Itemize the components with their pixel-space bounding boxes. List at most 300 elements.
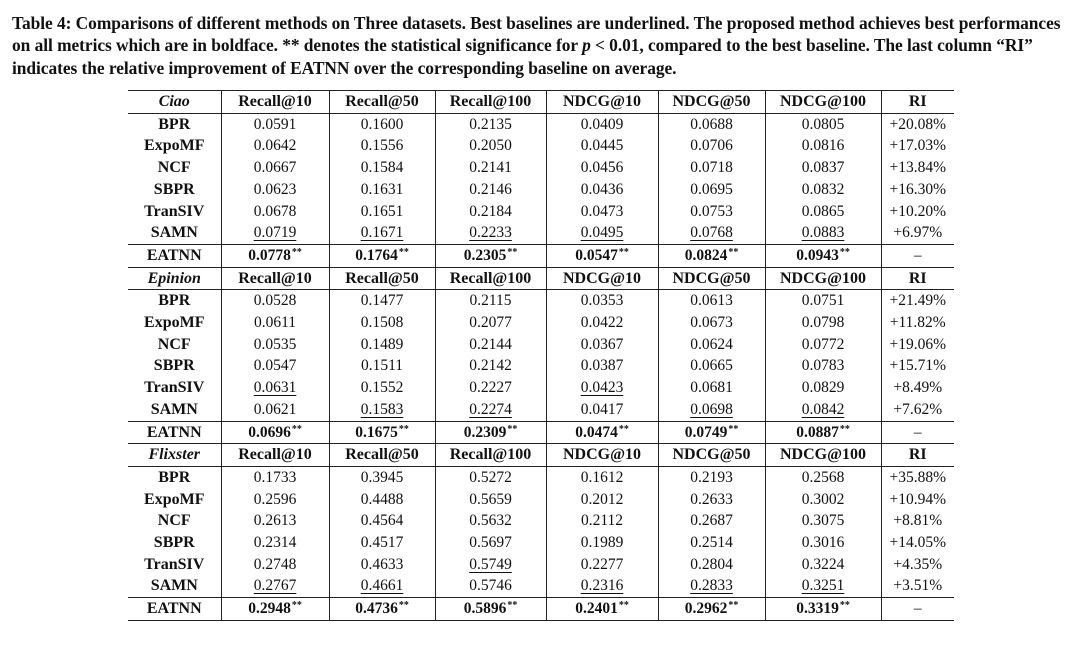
value-cell: [329, 290, 435, 312]
metric-value: 0.0665: [690, 357, 733, 375]
metric-value: 0.0623: [253, 180, 297, 198]
header-row: [128, 444, 954, 467]
value-cell: [658, 201, 765, 223]
value-cell: [546, 466, 658, 488]
relative-improvement: +4.35%: [893, 555, 943, 573]
value-cell: [658, 554, 765, 576]
value-cell: [765, 355, 881, 377]
column-header: Recall@10: [221, 91, 329, 114]
metric-value: 0.0805: [801, 115, 845, 133]
best-value-cell: [765, 244, 881, 267]
metric-value: 0.2077: [469, 314, 512, 332]
metric-value: 0.5746: [469, 577, 512, 595]
method-name: SBPR: [128, 532, 221, 554]
metric-value: 0.2012: [580, 490, 624, 508]
metric-value: 0.0751: [801, 292, 845, 310]
caption-label: Table 4:: [12, 13, 72, 33]
caption-p-variable: p: [582, 35, 591, 56]
value-cell: [658, 113, 765, 135]
metric-value: 0.2962: [684, 600, 728, 618]
metric-value: 0.0695: [690, 180, 733, 198]
value-cell: [658, 399, 765, 421]
table-row: [128, 575, 954, 597]
value-cell: [329, 554, 435, 576]
metric-value: 0.0865: [801, 202, 845, 220]
significance-mark: **: [618, 246, 629, 258]
value-cell: [546, 179, 658, 201]
metric-value: 0.0824: [684, 246, 728, 264]
relative-improvement: +6.97%: [893, 224, 943, 242]
relative-improvement: +21.49%: [881, 290, 954, 312]
method-name: SAMN: [128, 575, 221, 597]
value-cell: [221, 355, 329, 377]
significance-mark: **: [728, 246, 739, 258]
metric-value: 0.2309: [463, 423, 507, 441]
relative-improvement: +13.84%: [889, 159, 947, 177]
value-cell: [435, 135, 546, 157]
relative-improvement: +8.49%: [893, 379, 943, 397]
metric-value: 0.0667: [253, 159, 297, 177]
metric-value: 0.0673: [690, 314, 733, 332]
metric-value: 0.2568: [801, 468, 845, 486]
value-cell: [765, 222, 881, 244]
significance-mark: **: [398, 246, 409, 258]
relative-improvement: +8.81%: [893, 512, 943, 530]
column-header: RI: [881, 444, 954, 467]
metric-value: 0.2135: [469, 115, 512, 133]
method-name: NCF: [128, 510, 221, 532]
method-name: SBPR: [128, 355, 221, 377]
column-header: Recall@50: [329, 444, 435, 467]
value-cell: [546, 575, 658, 597]
value-cell: [435, 334, 546, 356]
best-baseline-value: 0.5749: [469, 555, 512, 573]
column-header: Recall@100: [435, 267, 546, 290]
value-cell: [765, 377, 881, 399]
relative-improvement: +3.51%: [893, 577, 943, 595]
metric-value: 0.2227: [469, 379, 512, 397]
best-value-cell: [221, 598, 329, 621]
best-baseline-value: 0.2316: [580, 577, 624, 595]
column-header: RI: [881, 267, 954, 290]
best-value-cell: [546, 244, 658, 267]
value-cell: [221, 312, 329, 334]
best-baseline-value: 0.0842: [801, 400, 845, 418]
value-cell: [221, 532, 329, 554]
value-cell: [546, 113, 658, 135]
significance-mark: **: [291, 246, 302, 258]
table-row: [128, 157, 954, 179]
best-baseline-value: 0.4661: [360, 577, 404, 595]
value-cell: [221, 377, 329, 399]
column-header: Recall@100: [435, 91, 546, 114]
value-cell: [329, 179, 435, 201]
relative-improvement: +17.03%: [889, 137, 947, 155]
metric-value: 0.0367: [580, 335, 624, 353]
method-name: EATNN: [128, 244, 221, 267]
column-header: Recall@100: [435, 444, 546, 467]
metric-value: 0.0613: [690, 292, 733, 310]
value-cell: [546, 554, 658, 576]
metric-value: 0.1989: [580, 534, 624, 552]
metric-value: 0.0696: [248, 423, 291, 441]
metric-value: 0.0417: [580, 400, 624, 418]
metric-value: 0.0387: [580, 357, 624, 375]
metric-value: 0.2193: [690, 468, 733, 486]
metric-value: 0.0353: [580, 292, 624, 310]
metric-value: 0.5632: [469, 512, 512, 530]
metric-value: 0.0816: [801, 137, 845, 155]
metric-value: 0.0591: [253, 115, 297, 133]
metric-value: 0.3319: [796, 600, 839, 618]
method-name: SAMN: [128, 222, 221, 244]
value-cell: [435, 113, 546, 135]
best-value-cell: [329, 598, 435, 621]
significance-mark: **: [507, 600, 518, 612]
best-method-row: [128, 598, 954, 621]
metric-value: 0.0688: [690, 115, 733, 133]
value-cell: [435, 377, 546, 399]
value-cell: [329, 466, 435, 488]
significance-mark: **: [398, 423, 409, 435]
best-baseline-value: 0.3251: [801, 577, 845, 595]
value-cell: [765, 532, 881, 554]
metric-value: 0.3224: [801, 555, 845, 573]
metric-value: 0.0473: [580, 202, 624, 220]
metric-value: 0.0753: [690, 202, 733, 220]
best-baseline-value: 0.0631: [253, 379, 297, 397]
metric-value: 0.4736: [355, 600, 398, 618]
best-value-cell: [435, 598, 546, 621]
method-name: BPR: [128, 113, 221, 135]
value-cell: [658, 510, 765, 532]
metric-value: 0.0456: [580, 159, 624, 177]
metric-value: 0.0943: [796, 246, 839, 264]
best-method-row: [128, 244, 954, 267]
metric-value: 0.1631: [360, 180, 404, 198]
metric-value: 0.2633: [690, 490, 733, 508]
value-cell: [546, 510, 658, 532]
metric-value: 0.4517: [360, 534, 404, 552]
metric-value: 0.2277: [580, 555, 624, 573]
metric-value: 0.0547: [253, 357, 297, 375]
metric-value: 0.2305: [463, 246, 507, 264]
value-cell: [546, 312, 658, 334]
value-cell: [546, 334, 658, 356]
metric-value: 0.4564: [360, 512, 404, 530]
method-name: TranSIV: [128, 554, 221, 576]
value-cell: [546, 355, 658, 377]
value-cell: [329, 575, 435, 597]
metric-value: 0.1651: [360, 202, 404, 220]
best-value-cell: [765, 598, 881, 621]
metric-value: 0.2948: [248, 600, 291, 618]
relative-improvement: +10.94%: [889, 490, 947, 508]
best-baseline-value: 0.0495: [580, 224, 624, 242]
metric-value: 0.0642: [253, 137, 297, 155]
best-value-cell: [435, 244, 546, 267]
column-header: RI: [881, 91, 954, 114]
best-method-row: [128, 421, 954, 444]
metric-value: 0.3002: [801, 490, 845, 508]
table-row: [128, 466, 954, 488]
metric-value: 0.1584: [360, 159, 404, 177]
metric-value: 0.1511: [360, 357, 404, 375]
significance-mark: **: [728, 423, 739, 435]
method-name: ExpoMF: [128, 135, 221, 157]
value-cell: [329, 113, 435, 135]
relative-improvement: +35.88%: [881, 466, 954, 488]
value-cell: [221, 334, 329, 356]
metric-value: 0.0829: [801, 379, 845, 397]
value-cell: [658, 466, 765, 488]
metric-value: 0.2613: [253, 512, 297, 530]
metric-value: 0.5896: [463, 600, 507, 618]
column-header: NDCG@10: [546, 267, 658, 290]
value-cell: [658, 135, 765, 157]
metric-value: 0.0474: [575, 423, 618, 441]
value-cell: [329, 334, 435, 356]
caption-text-a: Comparisons of different methods on Three datasets. Best baselines are underlined. The proposed method achieves best performances on all metrics which are in boldface. ** denotes the statistical significance for: [12, 13, 1061, 56]
metric-value: 0.4633: [360, 555, 404, 573]
metric-value: 0.2687: [690, 512, 733, 530]
value-cell: [221, 575, 329, 597]
relative-improvement: –: [881, 421, 954, 444]
column-header: NDCG@100: [765, 91, 881, 114]
value-cell: [329, 355, 435, 377]
results-table: [128, 90, 954, 621]
value-cell: [435, 575, 546, 597]
value-cell: [221, 290, 329, 312]
metric-value: 0.0681: [690, 379, 733, 397]
relative-improvement: +19.06%: [889, 335, 947, 353]
significance-mark: **: [839, 423, 850, 435]
significance-mark: **: [618, 600, 629, 612]
value-cell: [658, 334, 765, 356]
value-cell: [329, 377, 435, 399]
value-cell: [765, 113, 881, 135]
column-header: NDCG@100: [765, 267, 881, 290]
metric-value: 0.3016: [801, 534, 845, 552]
best-value-cell: [765, 421, 881, 444]
value-cell: [546, 135, 658, 157]
value-cell: [658, 575, 765, 597]
metric-value: 0.2146: [469, 180, 512, 198]
value-cell: [658, 377, 765, 399]
best-value-cell: [221, 421, 329, 444]
table-row: [128, 222, 954, 244]
value-cell: [546, 377, 658, 399]
relative-improvement: +14.05%: [889, 534, 947, 552]
value-cell: [658, 222, 765, 244]
column-header: NDCG@50: [658, 267, 765, 290]
metric-value: 0.0832: [801, 180, 845, 198]
value-cell: [329, 135, 435, 157]
metric-value: 0.2401: [575, 600, 618, 618]
metric-value: 0.0409: [580, 115, 624, 133]
metric-value: 0.0547: [575, 246, 618, 264]
metric-value: 0.0535: [253, 335, 297, 353]
header-row: [128, 91, 954, 114]
value-cell: [435, 466, 546, 488]
value-cell: [435, 554, 546, 576]
value-cell: [435, 312, 546, 334]
table-row: [128, 399, 954, 421]
metric-value: 0.0837: [801, 159, 845, 177]
significance-mark: **: [507, 246, 518, 258]
value-cell: [221, 466, 329, 488]
metric-value: 0.0678: [253, 202, 297, 220]
best-baseline-value: 0.2833: [690, 577, 733, 595]
value-cell: [329, 489, 435, 511]
method-name: BPR: [128, 466, 221, 488]
value-cell: [329, 157, 435, 179]
best-value-cell: [658, 421, 765, 444]
metric-value: 0.0772: [801, 335, 845, 353]
significance-mark: **: [291, 423, 302, 435]
value-cell: [658, 290, 765, 312]
value-cell: [435, 157, 546, 179]
significance-mark: **: [398, 600, 409, 612]
metric-value: 0.0887: [796, 423, 839, 441]
table-row: [128, 355, 954, 377]
relative-improvement: +15.71%: [889, 357, 947, 375]
value-cell: [435, 201, 546, 223]
table-caption: [12, 12, 1070, 79]
value-cell: [658, 312, 765, 334]
metric-value: 0.2748: [253, 555, 297, 573]
best-baseline-value: 0.2274: [469, 400, 512, 418]
metric-value: 0.1477: [360, 292, 404, 310]
table-row: [128, 554, 954, 576]
metric-value: 0.3075: [801, 512, 845, 530]
value-cell: [221, 489, 329, 511]
significance-mark: **: [839, 246, 850, 258]
metric-value: 0.1612: [580, 468, 624, 486]
best-value-cell: [435, 421, 546, 444]
best-baseline-value: 0.1671: [360, 224, 404, 242]
relative-improvement: +7.62%: [893, 400, 943, 418]
value-cell: [221, 113, 329, 135]
method-name: EATNN: [128, 598, 221, 621]
value-cell: [658, 355, 765, 377]
value-cell: [221, 554, 329, 576]
table-row: [128, 489, 954, 511]
relative-improvement: –: [881, 244, 954, 267]
table-row: [128, 510, 954, 532]
value-cell: [546, 157, 658, 179]
metric-value: 0.1733: [253, 468, 297, 486]
value-cell: [546, 290, 658, 312]
caption-text-b: < 0.01, compared to the best baseline. The last column “RI” indicates the relative improvement of EATNN over the corresponding baseline on average.: [12, 35, 1033, 78]
value-cell: [658, 179, 765, 201]
value-cell: [221, 135, 329, 157]
value-cell: [435, 532, 546, 554]
dataset-name: Flixster: [128, 444, 221, 467]
results-table-body: [128, 91, 954, 621]
metric-value: 0.1764: [355, 246, 398, 264]
metric-value: 0.0422: [580, 314, 624, 332]
metric-value: 0.0718: [690, 159, 733, 177]
metric-value: 0.2115: [469, 292, 512, 310]
metric-value: 0.5659: [469, 490, 512, 508]
method-name: ExpoMF: [128, 312, 221, 334]
value-cell: [765, 290, 881, 312]
metric-value: 0.0624: [690, 335, 733, 353]
metric-value: 0.0706: [690, 137, 733, 155]
value-cell: [658, 489, 765, 511]
value-cell: [765, 489, 881, 511]
metric-value: 0.2314: [253, 534, 297, 552]
column-header: Recall@10: [221, 444, 329, 467]
significance-mark: **: [507, 423, 518, 435]
significance-mark: **: [618, 423, 629, 435]
method-name: TranSIV: [128, 201, 221, 223]
value-cell: [221, 201, 329, 223]
metric-value: 0.2596: [253, 490, 297, 508]
metric-value: 0.2184: [469, 202, 512, 220]
table-row: [128, 377, 954, 399]
best-baseline-value: 0.2233: [469, 224, 512, 242]
method-name: TranSIV: [128, 377, 221, 399]
value-cell: [329, 532, 435, 554]
value-cell: [329, 222, 435, 244]
value-cell: [765, 179, 881, 201]
value-cell: [329, 399, 435, 421]
best-value-cell: [546, 421, 658, 444]
value-cell: [221, 157, 329, 179]
metric-value: 0.5697: [469, 534, 512, 552]
metric-value: 0.2804: [690, 555, 733, 573]
table-row: [128, 179, 954, 201]
table-row: [128, 135, 954, 157]
best-value-cell: [329, 244, 435, 267]
value-cell: [765, 575, 881, 597]
value-cell: [765, 510, 881, 532]
best-value-cell: [658, 598, 765, 621]
significance-mark: **: [728, 600, 739, 612]
value-cell: [329, 312, 435, 334]
metric-value: 0.0783: [801, 357, 845, 375]
value-cell: [329, 201, 435, 223]
column-header: Recall@50: [329, 267, 435, 290]
value-cell: [435, 355, 546, 377]
column-header: Recall@10: [221, 267, 329, 290]
table-row: [128, 290, 954, 312]
best-baseline-value: 0.0768: [690, 224, 733, 242]
relative-improvement: –: [881, 598, 954, 621]
value-cell: [435, 179, 546, 201]
metric-value: 0.1552: [360, 379, 404, 397]
method-name: NCF: [128, 334, 221, 356]
relative-improvement: +10.20%: [889, 202, 947, 220]
metric-value: 0.2050: [469, 137, 512, 155]
value-cell: [765, 312, 881, 334]
metric-value: 0.1600: [360, 115, 404, 133]
metric-value: 0.0436: [580, 180, 624, 198]
best-baseline-value: 0.0698: [690, 400, 733, 418]
value-cell: [221, 179, 329, 201]
value-cell: [435, 399, 546, 421]
best-baseline-value: 0.0423: [580, 379, 624, 397]
method-name: SAMN: [128, 399, 221, 421]
table-row: [128, 201, 954, 223]
relative-improvement: +20.08%: [881, 113, 954, 135]
metric-value: 0.2142: [469, 357, 512, 375]
best-baseline-value: 0.0883: [801, 224, 845, 242]
value-cell: [765, 334, 881, 356]
metric-value: 0.1556: [360, 137, 404, 155]
